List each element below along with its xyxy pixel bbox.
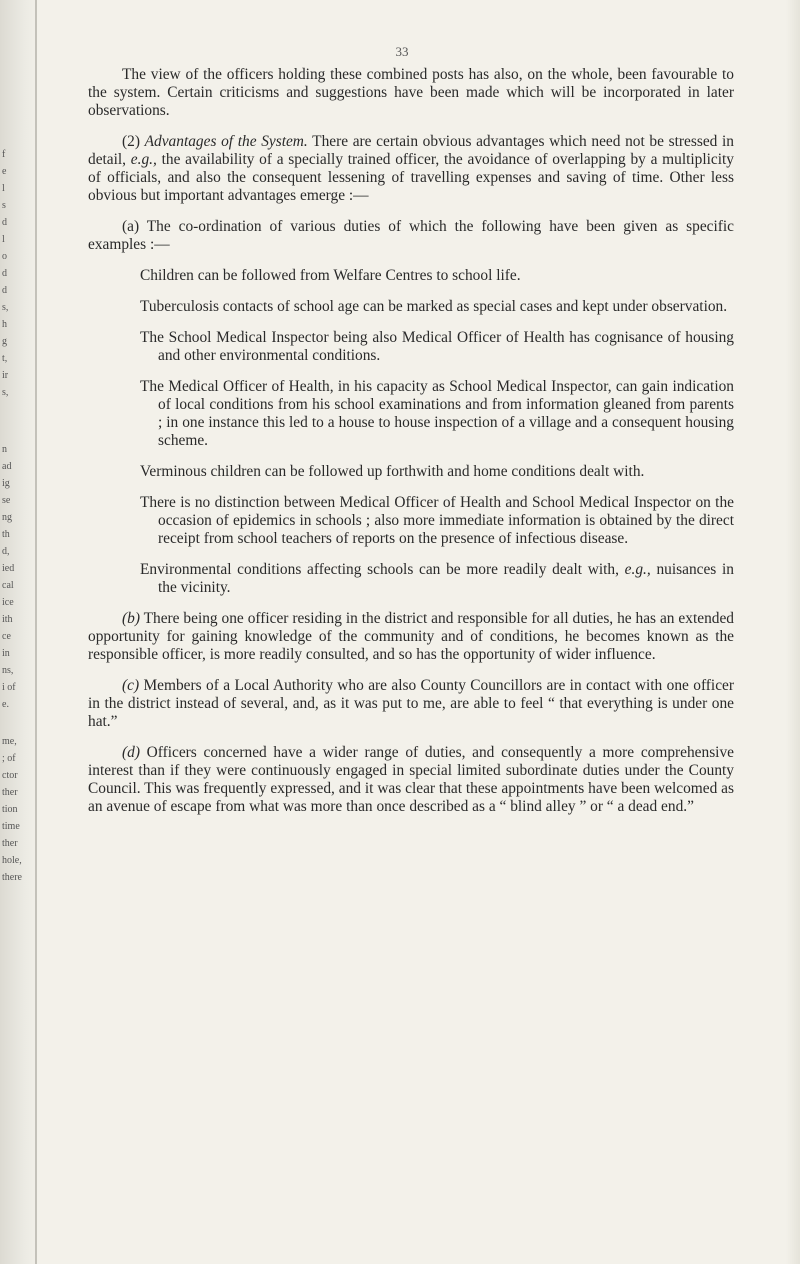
margin-fragment: ; of: [2, 753, 16, 764]
section-heading: Advantages of the System.: [144, 133, 308, 150]
point-b-text: There being one officer residing in the district and responsible for all duties, he has an extended opportunity for gaining knowledge of the community and of conditions, he becomes known as the responsible officer, is more readily consulted, and so has the opportunity of wider influence.: [88, 610, 734, 663]
margin-fragment: t,: [2, 353, 8, 364]
page-right-edge: [786, 0, 800, 1264]
binding-gutter-line: [35, 0, 37, 1264]
margin-fragment: d: [2, 268, 7, 279]
point-c-label: (c): [122, 677, 140, 694]
point-a-paragraph: [88, 218, 734, 254]
margin-fragment: ns,: [2, 665, 14, 676]
example-7-text-a: Environmental conditions affecting schools can be more readily dealt with,: [140, 561, 625, 578]
margin-fragment: g: [2, 336, 7, 347]
margin-fragment: s: [2, 200, 6, 211]
margin-fragment: ig: [2, 478, 10, 489]
margin-fragment: th: [2, 529, 10, 540]
advantages-text-2: the availability of a specially trained officer, the avoidance of overlapping by a multiplicity of officials, and also the consequent lessening of travelling expenses and saving of time. Other less obvious but important advantages emerge :—: [88, 151, 734, 204]
example-environmental-conditions: [140, 561, 734, 597]
margin-fragment: o: [2, 251, 7, 262]
example-welfare-centres: Children can be followed from Welfare Centres to school life.: [140, 267, 521, 284]
margin-fragment: ir: [2, 370, 9, 381]
margin-fragment: ther: [2, 787, 18, 798]
point-c-paragraph: [88, 677, 734, 731]
point-c-text: Members of a Local Authority who are also County Councillors are in contact with one officer in the district instead of several, and, as it was put to me, are able to feel “ that everything is under one hat.”: [88, 677, 734, 730]
margin-fragment: cal: [2, 580, 14, 591]
intro-paragraph: The view of the officers holding these combined posts has also, on the whole, been favourable to the system. Certain criticisms and suggestions have been made which will be incorporated in later observations.: [88, 66, 734, 119]
margin-fragment: se: [2, 495, 11, 506]
margin-fragment: there: [2, 872, 22, 883]
margin-fragment: ther: [2, 838, 18, 849]
margin-fragment: h: [2, 319, 7, 330]
margin-fragment: d: [2, 217, 7, 228]
margin-fragment: ice: [2, 597, 14, 608]
margin-fragment: ied: [2, 563, 15, 574]
example-epidemics: There is no distinction between Medical Officer of Health and School Medical Inspector on the occasion of epidemics in schools ; also more immediate information is obtained by the direct receipt from school teachers of reports on the presence of infectious disease.: [140, 494, 734, 547]
example-verminous-children: Verminous children can be followed up forthwith and home conditions dealt with.: [140, 463, 645, 480]
point-d-label: (d): [122, 744, 140, 761]
margin-fragment: in: [2, 648, 10, 659]
section-number: (2): [122, 133, 140, 150]
margin-fragment: me,: [2, 736, 17, 747]
margin-fragment: d: [2, 285, 7, 296]
margin-fragment: n: [2, 444, 7, 455]
margin-fragment: s,: [2, 387, 9, 398]
margin-fragment: tion: [2, 804, 18, 815]
advantages-eg: e.g.,: [130, 151, 157, 168]
point-a-label: (a): [122, 218, 140, 235]
example-7-text-b: nuisances in the vicinity.: [158, 561, 734, 596]
point-d-text: Officers concerned have a wider range of duties, and consequently a more comprehensive interest than if they were continuously engaged in special limited subordinate duties under the County Council. This was frequently expressed, and it was clear that these appointments have been welcomed as an avenue of escape from what was more than once described as a “ blind alley ” or “ a dead end.”: [88, 744, 734, 815]
point-b-paragraph: [88, 610, 734, 664]
example-7-eg: e.g.,: [624, 561, 651, 578]
margin-fragment: hole,: [2, 855, 22, 866]
margin-fragment: s,: [2, 302, 9, 313]
point-a-text: The co-ordination of various duties of which the following have been given as specific examples :—: [88, 218, 734, 253]
advantages-paragraph: [88, 133, 734, 205]
margin-fragment: l: [2, 183, 5, 194]
page-body: [88, 66, 734, 829]
advantages-text-1: There are certain obvious advantages which need not be stressed in detail,: [88, 133, 734, 168]
margin-fragment: f: [2, 149, 6, 160]
margin-fragment: e.: [2, 699, 9, 710]
page-number: 33: [395, 44, 409, 59]
margin-fragment: ce: [2, 631, 11, 642]
margin-fragment: i of: [2, 682, 16, 693]
example-tuberculosis-contacts: Tuberculosis contacts of school age can be marked as special cases and kept under observation.: [140, 298, 728, 315]
margin-fragment: d,: [2, 546, 10, 557]
example-housing-cognisance: The School Medical Inspector being also Medical Officer of Health has cognisance of housing and other environmental conditions.: [140, 329, 734, 364]
margin-fragment: e: [2, 166, 7, 177]
point-b-label: (b): [122, 610, 140, 627]
point-d-paragraph: [88, 744, 734, 816]
margin-fragment: l: [2, 234, 5, 245]
margin-fragment: time: [2, 821, 20, 832]
margin-fragment: ctor: [2, 770, 18, 781]
margin-fragment: ad: [2, 461, 12, 472]
margin-fragment: ng: [2, 512, 12, 523]
example-school-examinations: The Medical Officer of Health, in his capacity as School Medical Inspector, can gain indication of local conditions from his school examinations and from information gleaned from parents ; in one instance this led to a house to house inspection of a village and a consequent housing scheme.: [140, 378, 734, 449]
margin-fragment: ith: [2, 614, 13, 625]
